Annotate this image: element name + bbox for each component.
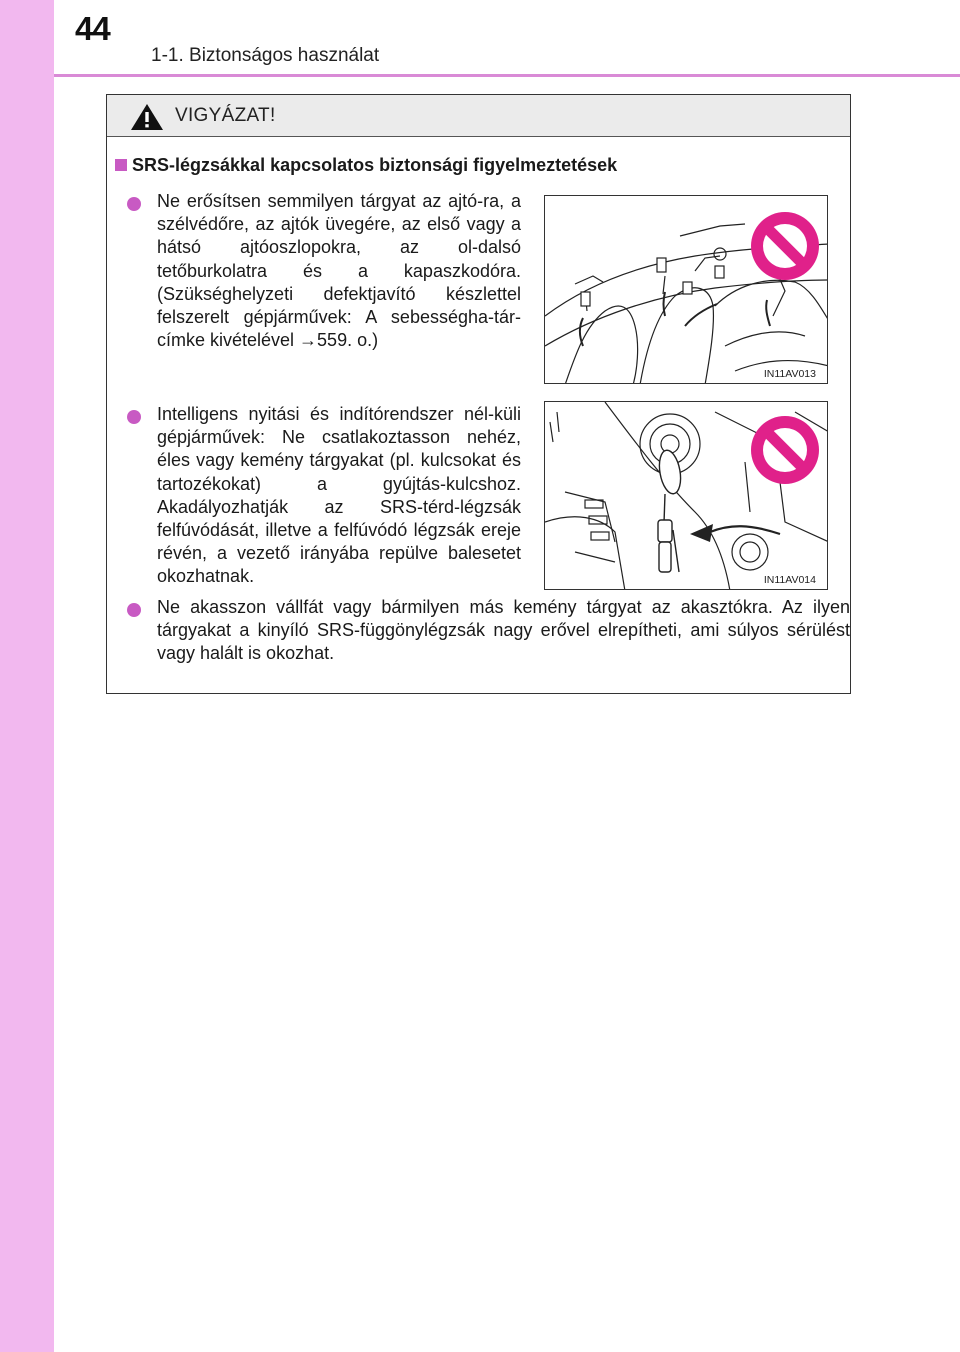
warning-box <box>106 94 851 694</box>
warning-triangle-icon <box>129 102 165 132</box>
warning-item-3-text: Ne akasszon vállfát vagy bármilyen más kemény tárgyat az akasztókra. Az ilyen tárgyakat a kinyíló SRS-függönylégzsák nagy erővel elrepítheti, ami súlyos sérülést vagy halált is okozhat. <box>157 597 850 664</box>
ignition-key-drawing <box>545 402 828 590</box>
section-heading <box>115 155 617 176</box>
bullet-icon <box>127 410 141 424</box>
side-strip <box>0 0 54 1352</box>
warning-label: VIGYÁZAT! <box>175 105 276 126</box>
square-bullet-icon <box>115 159 127 171</box>
figure-code: IN11AV013 <box>763 368 816 380</box>
chapter-title: 1-1. Biztonságos használat <box>151 45 380 66</box>
warning-header <box>107 95 850 137</box>
figure-code: IN11AV014 <box>763 574 816 586</box>
bullet-icon <box>127 197 141 211</box>
warning-item-1-text: Ne erősítsen semmilyen tárgyat az ajtó-ra, a szélvédőre, az ajtók üvegére, az első vagy a hátsó ajtóoszlopokra, az ol-dalsó tetőburkolatra és a kapaszkodóra. (Szükséghelyzeti defektjavító készlettel felszerelt gépjárművek: A sebességha-tár-címke kivételével →559. o.) <box>157 191 521 351</box>
header-rule <box>54 74 960 77</box>
section-heading-text: SRS-légzsákkal kapcsolatos biztonsági figyelmeztetések <box>132 155 618 175</box>
warning-item-2-text: Intelligens nyitási és indítórendszer nél-küli gépjárművek: Ne csatlakoztasson nehéz, éles vagy kemény tárgyakat (pl. kulcsokat és tartozékokat) a gyújtás-kulcshoz. Akadályozhatják az SRS-térd-légzsák felfúvódását, illetve a felfúvódó légzsák ereje révén, a vezető irányába repülve balesetet okozhatnak. <box>157 404 521 587</box>
illustration-ignition-key <box>544 401 828 590</box>
illustration-interior-hooks <box>544 195 828 384</box>
bullet-icon <box>127 603 141 617</box>
page-number: 44 <box>75 10 110 47</box>
interior-hooks-drawing <box>545 196 828 384</box>
